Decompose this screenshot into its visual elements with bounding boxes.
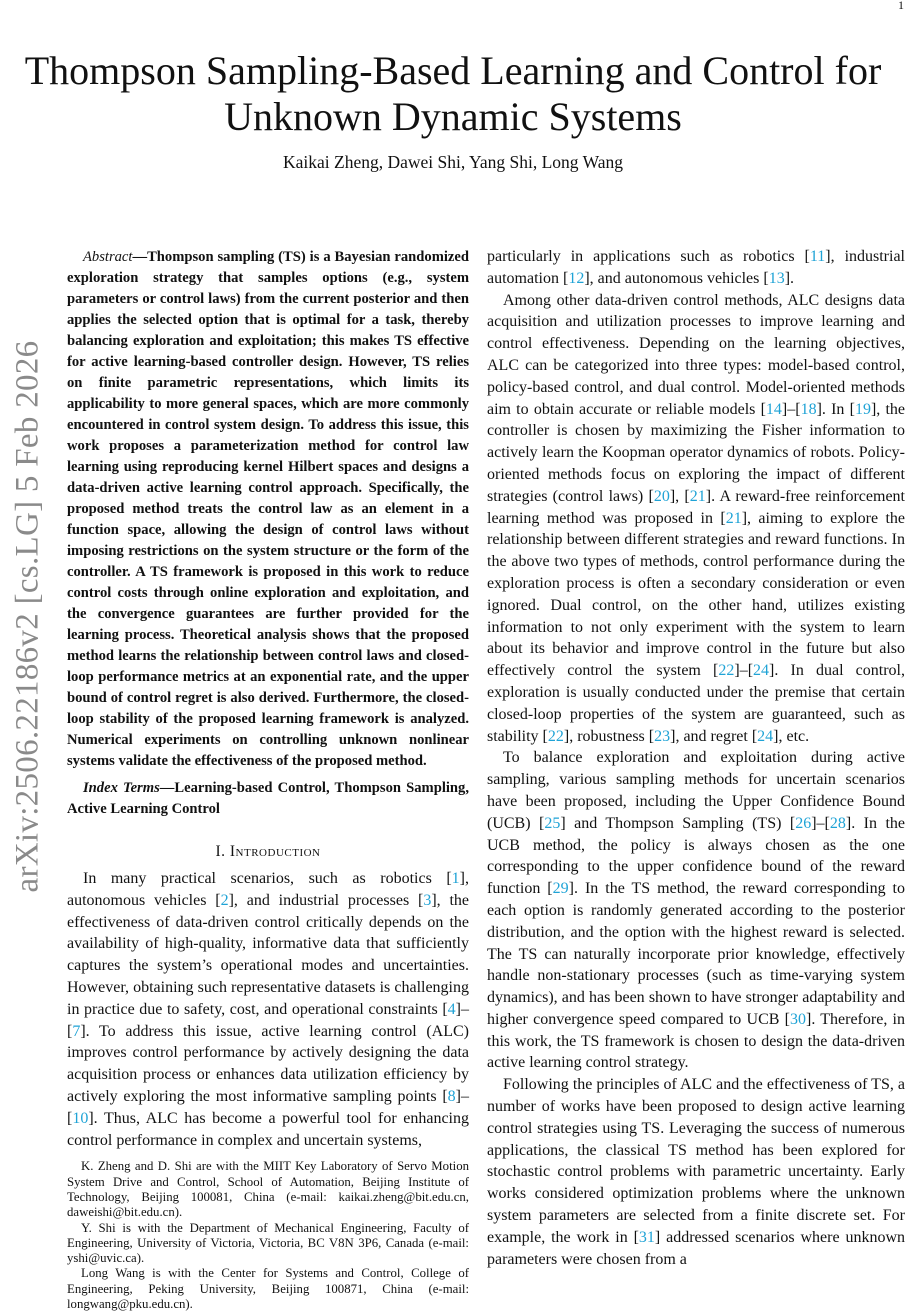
footnote: K. Zheng and D. Shi are with the MIIT Key Laboratory of Servo Motion System Drive and Control, School of Automation, Beijing Institute of Technology, Beijing 100081, China (e-mail: kaikai.zheng@bit.edu.cn, daweishi@bit.edu.cn). <box>67 1159 469 1220</box>
citation-link[interactable]: 23 <box>654 727 671 745</box>
citation-link[interactable]: 20 <box>653 487 670 505</box>
paragraph: Following the principles of ALC and the effectiveness of TS, a number of works have been proposed to design active learning control strategies using TS. Leveraging the success of numerous applications, the classical TS method has been explored for stochastic control problems with parametric uncertainty. Early works considered optimization problems where the unknown system parameters are selected from a finite discrete set. For example, the work in [31] addressed scenarios where unknown parameters were chosen from a <box>487 1076 905 1268</box>
section-heading: I. Introduction <box>215 843 321 860</box>
citation-link[interactable]: 21 <box>725 509 742 527</box>
citation-link[interactable]: 21 <box>689 487 706 505</box>
left-column <box>67 247 469 1312</box>
citation-link[interactable]: 18 <box>800 400 817 418</box>
citation-link[interactable]: 24 <box>757 727 774 745</box>
citation-link[interactable]: 31 <box>638 1228 655 1246</box>
citation-link[interactable]: 22 <box>547 727 564 745</box>
abstract-text: —Thompson sampling (TS) is a Bayesian randomized exploration strategy that samples options (e.g., system parameters or control laws) from the current posterior and then applies the selected option that is optimal for a task, thereby balancing exploration and exploitation; this makes TS effective for active learning-based controller design. However, TS relies on finite parametric representations, which limits its applicability to more general spaces, which are more commonly encountered in control system design. To address this issue, this work proposes a parameterization method for control law learning using reproducing kernel Hilbert spaces and designs a data-driven active learning control approach. Specifically, the proposed method treats the control law as an element in a function space, allowing the design of control laws without imposing restrictions on the system structure or the form of the controller. A TS framework is proposed in this work to reduce control costs through online exploration and exploitation, and the convergence guarantees are further provided for the learning process. Theoretical analysis shows that the proposed method learns the relationship between control laws and closed-loop performance metrics at an exponential rate, and the upper bound of control regret is also derived. Furthermore, the closed-loop stability of the proposed learning framework is analyzed. Numerical experiments on controlling unknown nonlinear systems validate the effectiveness of the proposed method. <box>67 249 469 769</box>
intro-left-column <box>67 868 469 1151</box>
paragraph: particularly in applications such as robotics [11], industrial automation [12], and autonomous vehicles [13]. <box>487 248 906 287</box>
paragraph: In many practical scenarios, such as robotics [1], autonomous vehicles [2], and industrial processes [3], the effectiveness of data-driven control critically depends on the availability of high-quality, informative data that sufficiently captures the system’s operational modes and uncertainties. However, obtaining such representative datasets is challenging in practice due to safety, cost, and operational constraints [4]–[7]. To address this issue, active learning control (ALC) improves control performance by actively designing the data acquisition process or enhances data utilization efficiency by actively exploring the most informative sampling points [8]–[10]. Thus, ALC has become a powerful tool for enhancing control performance in complex and uncertain systems, <box>67 870 470 1149</box>
citation-link[interactable]: 10 <box>72 1109 89 1127</box>
citation-link[interactable]: 30 <box>789 1010 806 1028</box>
page-number: 1 <box>898 0 904 12</box>
footnote: Y. Shi is with the Department of Mechanical Engineering, Faculty of Engineering, University of Victoria, Victoria, BC V8N 3P6, Canada (e-mail: yshi@uvic.ca). <box>67 1220 469 1266</box>
citation-link[interactable]: 26 <box>795 814 812 832</box>
abstract-label: Abstract <box>83 249 133 265</box>
citation-link[interactable]: 4 <box>447 1000 456 1018</box>
index-terms-label: Index Terms <box>83 780 160 796</box>
author-list: Kaikai Zheng, Dawei Shi, Yang Shi, Long Wang <box>283 152 623 172</box>
footnotes <box>67 1159 469 1312</box>
citation-link[interactable]: 11 <box>809 248 826 265</box>
citation-link[interactable]: 29 <box>552 880 569 898</box>
citation-link[interactable]: 22 <box>718 662 735 680</box>
paragraph: Among other data-driven control methods, ALC designs data acquisition and utilization processes to improve learning and control effectiveness. Depending on the learning objectives, ALC can be categorized into three types: model-based control, policy-based control, and dual control. Model-oriented methods aim to obtain accurate or reliable models [14]–[18]. In [19], the controller is chosen by maximizing the Fisher information to actively learn the Koopman operator dynamics of robots. Policy-oriented methods focus on exploring the impact of different strategies (control laws) [20], [21]. A reward-free reinforcement learning method was proposed in [21], aiming to explore the relationship between different strategies and reward functions. In the above two types of methods, control performance during the exploration process is often a secondary consideration or even ignored. Dual control, on the other hand, utilizes existing information to not only experiment with the system to learn about its behavior and improve control in the future but also effectively control the system [22]–[24]. In dual control, exploration is usually conducted under the premise that certain closed-loop properties of the system are guaranteed, such as stability [22], robustness [23], and regret [24], etc. <box>487 291 906 745</box>
citation-link[interactable]: 12 <box>568 269 585 287</box>
right-column <box>487 246 905 1270</box>
citation-link[interactable]: 14 <box>765 400 782 418</box>
paragraph: To balance exploration and exploitation during active sampling, various sampling methods for uncertain scenarios have been proposed, including the Upper Confidence Bound (UCB) [25] and Thompson Sampling (TS) [26]–[28]. In the UCB method, the policy is always chosen as the one corresponding to the upper confidence bound of the reward function [29]. In the TS method, the reward corresponding to each option is randomly generated according to the posterior distribution, and the option with the highest reward is selected. The TS can naturally incorporate prior knowledge, effectively handle non-stationary processes (such as time-varying system dynamics), and has been shown to have stronger adaptability and higher convergence speed compared to UCB [30]. Therefore, in this work, the TS framework is chosen to design the data-driven active learning control strategy. <box>487 749 906 1072</box>
citation-link[interactable]: 24 <box>753 662 770 680</box>
citation-link[interactable]: 28 <box>829 814 846 832</box>
citation-link[interactable]: 25 <box>544 814 561 832</box>
abstract <box>67 247 469 772</box>
citation-link[interactable]: 2 <box>220 891 229 909</box>
citation-link[interactable]: 7 <box>72 1022 81 1040</box>
arxiv-stamp: arXiv:2506.22186v2 [cs.LG] 5 Feb 2026 <box>9 340 46 893</box>
citation-link[interactable]: 19 <box>854 400 871 418</box>
citation-link[interactable]: 13 <box>768 269 785 287</box>
paper-title: Thompson Sampling-Based Learning and Control for Unknown Dynamic Systems <box>24 48 882 139</box>
citation-link[interactable]: 3 <box>423 891 432 909</box>
citation-link[interactable]: 8 <box>447 1087 456 1105</box>
index-terms-text: —Learning-based Control, Thompson Sampling, Active Learning Control <box>67 780 469 817</box>
footnote: Long Wang is with the Center for Systems and Control, College of Engineering, Peking University, Beijing 100871, China (e-mail: longwang@pku.edu.cn). <box>67 1266 469 1312</box>
citation-link[interactable]: 1 <box>451 870 460 887</box>
index-terms <box>67 778 469 820</box>
